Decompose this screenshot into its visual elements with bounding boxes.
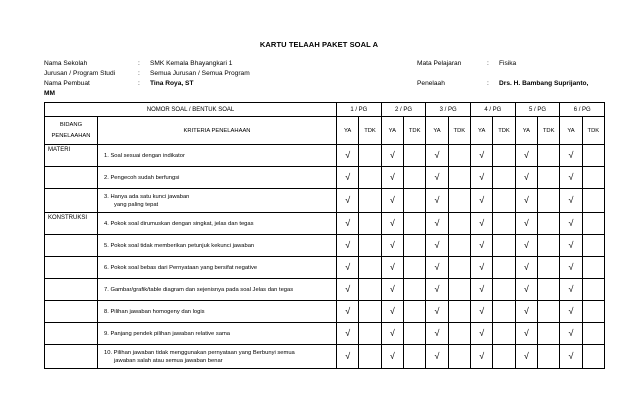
header-soal-1: 1 / PG [337, 103, 382, 117]
ya-check-cell: √ [426, 279, 448, 301]
header-tdk: TDK [359, 117, 381, 145]
tdk-cell [493, 167, 515, 189]
tdk-cell [538, 279, 560, 301]
info-label: Mata Pelajaran [417, 60, 462, 67]
info-colon: : [487, 60, 489, 67]
header-tdk: TDK [493, 117, 515, 145]
tdk-cell [359, 167, 381, 189]
kriteria-text: 1. Soal sesuai dengan indikator [104, 152, 185, 159]
header-ya: YA [560, 117, 582, 145]
ya-check-cell: √ [337, 213, 359, 235]
info-value: SMK Kemala Bhayangkari 1 [150, 60, 233, 67]
kriteria-cell [98, 345, 337, 369]
tdk-cell [359, 189, 381, 213]
kriteria-cell [98, 279, 337, 301]
info-row-continuation [44, 89, 250, 99]
ya-check-cell: √ [426, 235, 448, 257]
kriteria-text: 7. Gambar/grafik/table diagram dan sejenisnya pada soal Jelas dan tegas [104, 286, 294, 293]
ya-check-cell: √ [471, 235, 493, 257]
tdk-cell [493, 189, 515, 213]
tdk-cell [404, 213, 426, 235]
ya-check-cell: √ [515, 167, 537, 189]
tdk-cell [582, 213, 604, 235]
header-soal-2: 2 / PG [381, 103, 426, 117]
kriteria-cell [98, 235, 337, 257]
document-title: KARTU TELAAH PAKET SOAL A [259, 40, 379, 49]
header-tdk: TDK [538, 117, 560, 145]
ya-check-cell: √ [426, 301, 448, 323]
tdk-cell [538, 189, 560, 213]
info-value: Tina Roya, ST [150, 80, 194, 87]
kriteria-text-continuation: yang paling tepat [114, 201, 159, 208]
tdk-cell [582, 257, 604, 279]
ya-check-cell: √ [560, 323, 582, 345]
ya-check-cell: √ [560, 279, 582, 301]
bidang-cell [45, 257, 98, 279]
info-row-penelaah [417, 79, 588, 89]
header-tdk: TDK [404, 117, 426, 145]
ya-check-cell: √ [560, 167, 582, 189]
info-colon: : [138, 70, 140, 77]
tdk-cell [404, 189, 426, 213]
tdk-cell [582, 301, 604, 323]
tdk-cell [448, 145, 470, 167]
tdk-cell [359, 213, 381, 235]
ya-check-cell: √ [337, 235, 359, 257]
ya-check-cell: √ [560, 301, 582, 323]
header-nomor-soal: NOMOR SOAL / BENTUK SOAL [45, 103, 337, 117]
tdk-cell [538, 167, 560, 189]
info-spacer [417, 69, 588, 79]
tdk-cell [359, 145, 381, 167]
ya-check-cell: √ [471, 189, 493, 213]
ya-check-cell: √ [426, 167, 448, 189]
header-soal-3: 3 / PG [426, 103, 471, 117]
ya-check-cell: √ [426, 323, 448, 345]
bidang-cell [45, 167, 98, 189]
info-row-mata-pelajaran [417, 59, 588, 69]
ya-check-cell: √ [381, 301, 403, 323]
tdk-cell [448, 345, 470, 369]
tdk-cell [359, 235, 381, 257]
tdk-cell [538, 301, 560, 323]
header-ya: YA [471, 117, 493, 145]
ya-check-cell: √ [515, 235, 537, 257]
tdk-cell [582, 235, 604, 257]
table-row [45, 345, 605, 369]
ya-check-cell: √ [381, 189, 403, 213]
info-label: Penelaah [417, 80, 445, 87]
table-row [45, 235, 605, 257]
ya-check-cell: √ [515, 323, 537, 345]
ya-check-cell: √ [337, 257, 359, 279]
ya-check-cell: √ [337, 167, 359, 189]
tdk-cell [538, 323, 560, 345]
ya-check-cell: √ [515, 301, 537, 323]
bidang-cell: KONSTRUKSI [45, 213, 98, 235]
ya-check-cell: √ [337, 279, 359, 301]
tdk-cell [582, 345, 604, 369]
tdk-cell [538, 213, 560, 235]
tdk-cell [359, 323, 381, 345]
ya-check-cell: √ [337, 189, 359, 213]
table-row [45, 145, 605, 167]
info-label: Jurusan / Program Studi [44, 70, 116, 77]
table-row [45, 167, 605, 189]
tdk-cell [582, 323, 604, 345]
ya-check-cell: √ [471, 145, 493, 167]
ya-check-cell: √ [381, 145, 403, 167]
tdk-cell [359, 345, 381, 369]
ya-check-cell: √ [426, 189, 448, 213]
kriteria-text: 8. Pilihan jawaban homogeny dan logis [104, 308, 205, 315]
ya-check-cell: √ [381, 345, 403, 369]
bidang-cell [45, 189, 98, 213]
header-row-soal [45, 103, 605, 117]
ya-check-cell: √ [515, 279, 537, 301]
tdk-cell [582, 167, 604, 189]
info-right [417, 59, 588, 89]
kriteria-text: 4. Pokok soal dirumuskan dengan singkat, jelas dan tegas [104, 220, 254, 227]
table-row [45, 213, 605, 235]
info-row-jurusan [44, 69, 250, 79]
ya-check-cell: √ [471, 257, 493, 279]
tdk-cell [582, 189, 604, 213]
tdk-cell [538, 235, 560, 257]
ya-check-cell: √ [381, 257, 403, 279]
info-colon: : [138, 80, 140, 87]
header-tdk: TDK [448, 117, 470, 145]
header-ya: YA [426, 117, 448, 145]
kriteria-cell [98, 257, 337, 279]
tdk-cell [448, 213, 470, 235]
ya-check-cell: √ [337, 323, 359, 345]
ya-check-cell: √ [560, 145, 582, 167]
kriteria-text-continuation: jawaban salah atau semua jawaban benar [114, 357, 223, 364]
tdk-cell [448, 279, 470, 301]
tdk-cell [582, 279, 604, 301]
header-soal-4: 4 / PG [471, 103, 516, 117]
info-value: Fisika [499, 60, 517, 67]
ya-check-cell: √ [471, 301, 493, 323]
ya-check-cell: √ [426, 213, 448, 235]
tdk-cell [404, 235, 426, 257]
ya-check-cell: √ [471, 213, 493, 235]
tdk-cell [582, 145, 604, 167]
tdk-cell [493, 235, 515, 257]
ya-check-cell: √ [515, 345, 537, 369]
tdk-cell [493, 301, 515, 323]
ya-check-cell: √ [381, 213, 403, 235]
tdk-cell [493, 213, 515, 235]
kriteria-text: 5. Pokok soal tidak memberikan petunjuk kekunci jawaban [104, 242, 255, 249]
ya-check-cell: √ [471, 279, 493, 301]
bidang-cell [45, 235, 98, 257]
header-soal-5: 5 / PG [515, 103, 560, 117]
ya-check-cell: √ [560, 213, 582, 235]
bidang-cell [45, 279, 98, 301]
tdk-cell [448, 323, 470, 345]
tdk-cell [538, 257, 560, 279]
info-value: Drs. H. Bambang Suprijanto, [499, 80, 589, 87]
info-row-nama-pembuat [44, 79, 250, 89]
tdk-cell [493, 323, 515, 345]
tdk-cell [448, 167, 470, 189]
table-row [45, 279, 605, 301]
tdk-cell [538, 145, 560, 167]
ya-check-cell: √ [515, 213, 537, 235]
header-bidang-penelaahan: BIDANG PENELAAHAN [45, 117, 98, 145]
header-kriteria: KRITERIA PENELAHAAN [98, 117, 337, 145]
tdk-cell [359, 279, 381, 301]
header-tdk: TDK [582, 117, 604, 145]
ya-check-cell: √ [337, 145, 359, 167]
kriteria-text: 6. Pokok soal bebas dari Pernyataan yang bersifat negative [104, 264, 258, 271]
ya-check-cell: √ [471, 167, 493, 189]
header-soal-6: 6 / PG [560, 103, 605, 117]
tdk-cell [404, 323, 426, 345]
header-ya: YA [337, 117, 359, 145]
ya-check-cell: √ [426, 257, 448, 279]
ya-check-cell: √ [560, 257, 582, 279]
ya-check-cell: √ [426, 345, 448, 369]
ya-check-cell: √ [560, 189, 582, 213]
tdk-cell [493, 145, 515, 167]
kriteria-cell [98, 167, 337, 189]
tdk-cell [538, 345, 560, 369]
ya-check-cell: √ [426, 145, 448, 167]
tdk-cell [404, 301, 426, 323]
kriteria-text: 10. Pilihan jawaban tidak menggunakan pernyataan yang Berbunyi semua [104, 349, 295, 356]
kriteria-cell [98, 145, 337, 167]
tdk-cell [448, 257, 470, 279]
kriteria-cell [98, 189, 337, 213]
ya-check-cell: √ [515, 145, 537, 167]
bidang-cell [45, 345, 98, 369]
table-row [45, 323, 605, 345]
info-left [44, 59, 250, 99]
header-ya: YA [515, 117, 537, 145]
tdk-cell [404, 145, 426, 167]
bidang-cell: MATERI [45, 145, 98, 167]
info-label: Nama Pembuat [44, 80, 90, 87]
ya-check-cell: √ [560, 235, 582, 257]
ya-check-cell: √ [515, 257, 537, 279]
info-colon: : [487, 80, 489, 87]
ya-check-cell: √ [381, 323, 403, 345]
ya-check-cell: √ [381, 235, 403, 257]
tdk-cell [359, 301, 381, 323]
info-label: Nama Sekolah [44, 60, 88, 67]
tdk-cell [448, 235, 470, 257]
tdk-cell [404, 167, 426, 189]
kriteria-cell [98, 213, 337, 235]
table-row [45, 257, 605, 279]
info-value: Semua Jurusan / Semua Program [150, 70, 250, 77]
kriteria-text: 2. Pengecoh sudah berfungsi [104, 174, 180, 181]
tdk-cell [404, 257, 426, 279]
ya-check-cell: √ [471, 323, 493, 345]
tdk-cell [448, 189, 470, 213]
bidang-cell [45, 301, 98, 323]
header-row-kriteria [45, 117, 605, 145]
kriteria-text: 9. Panjang pendek pilihan jawaban relative sama [104, 330, 231, 337]
ya-check-cell: √ [337, 301, 359, 323]
tdk-cell [493, 279, 515, 301]
header-ya: YA [381, 117, 403, 145]
tdk-cell [359, 257, 381, 279]
ya-check-cell: √ [381, 167, 403, 189]
tdk-cell [493, 345, 515, 369]
bidang-cell [45, 323, 98, 345]
tdk-cell [493, 257, 515, 279]
info-row-nama-sekolah [44, 59, 250, 69]
tdk-cell [448, 301, 470, 323]
info-colon: : [138, 60, 140, 67]
tdk-cell [404, 279, 426, 301]
kriteria-cell [98, 301, 337, 323]
info-value-continuation: MM [44, 90, 55, 97]
kriteria-cell [98, 323, 337, 345]
table-row [45, 301, 605, 323]
ya-check-cell: √ [337, 345, 359, 369]
table-row [45, 189, 605, 213]
tdk-cell [404, 345, 426, 369]
ya-check-cell: √ [515, 189, 537, 213]
review-table [44, 102, 605, 369]
ya-check-cell: √ [560, 345, 582, 369]
kriteria-text: 3. Hanya ada satu kunci jawaban [104, 193, 190, 200]
ya-check-cell: √ [381, 279, 403, 301]
ya-check-cell: √ [471, 345, 493, 369]
